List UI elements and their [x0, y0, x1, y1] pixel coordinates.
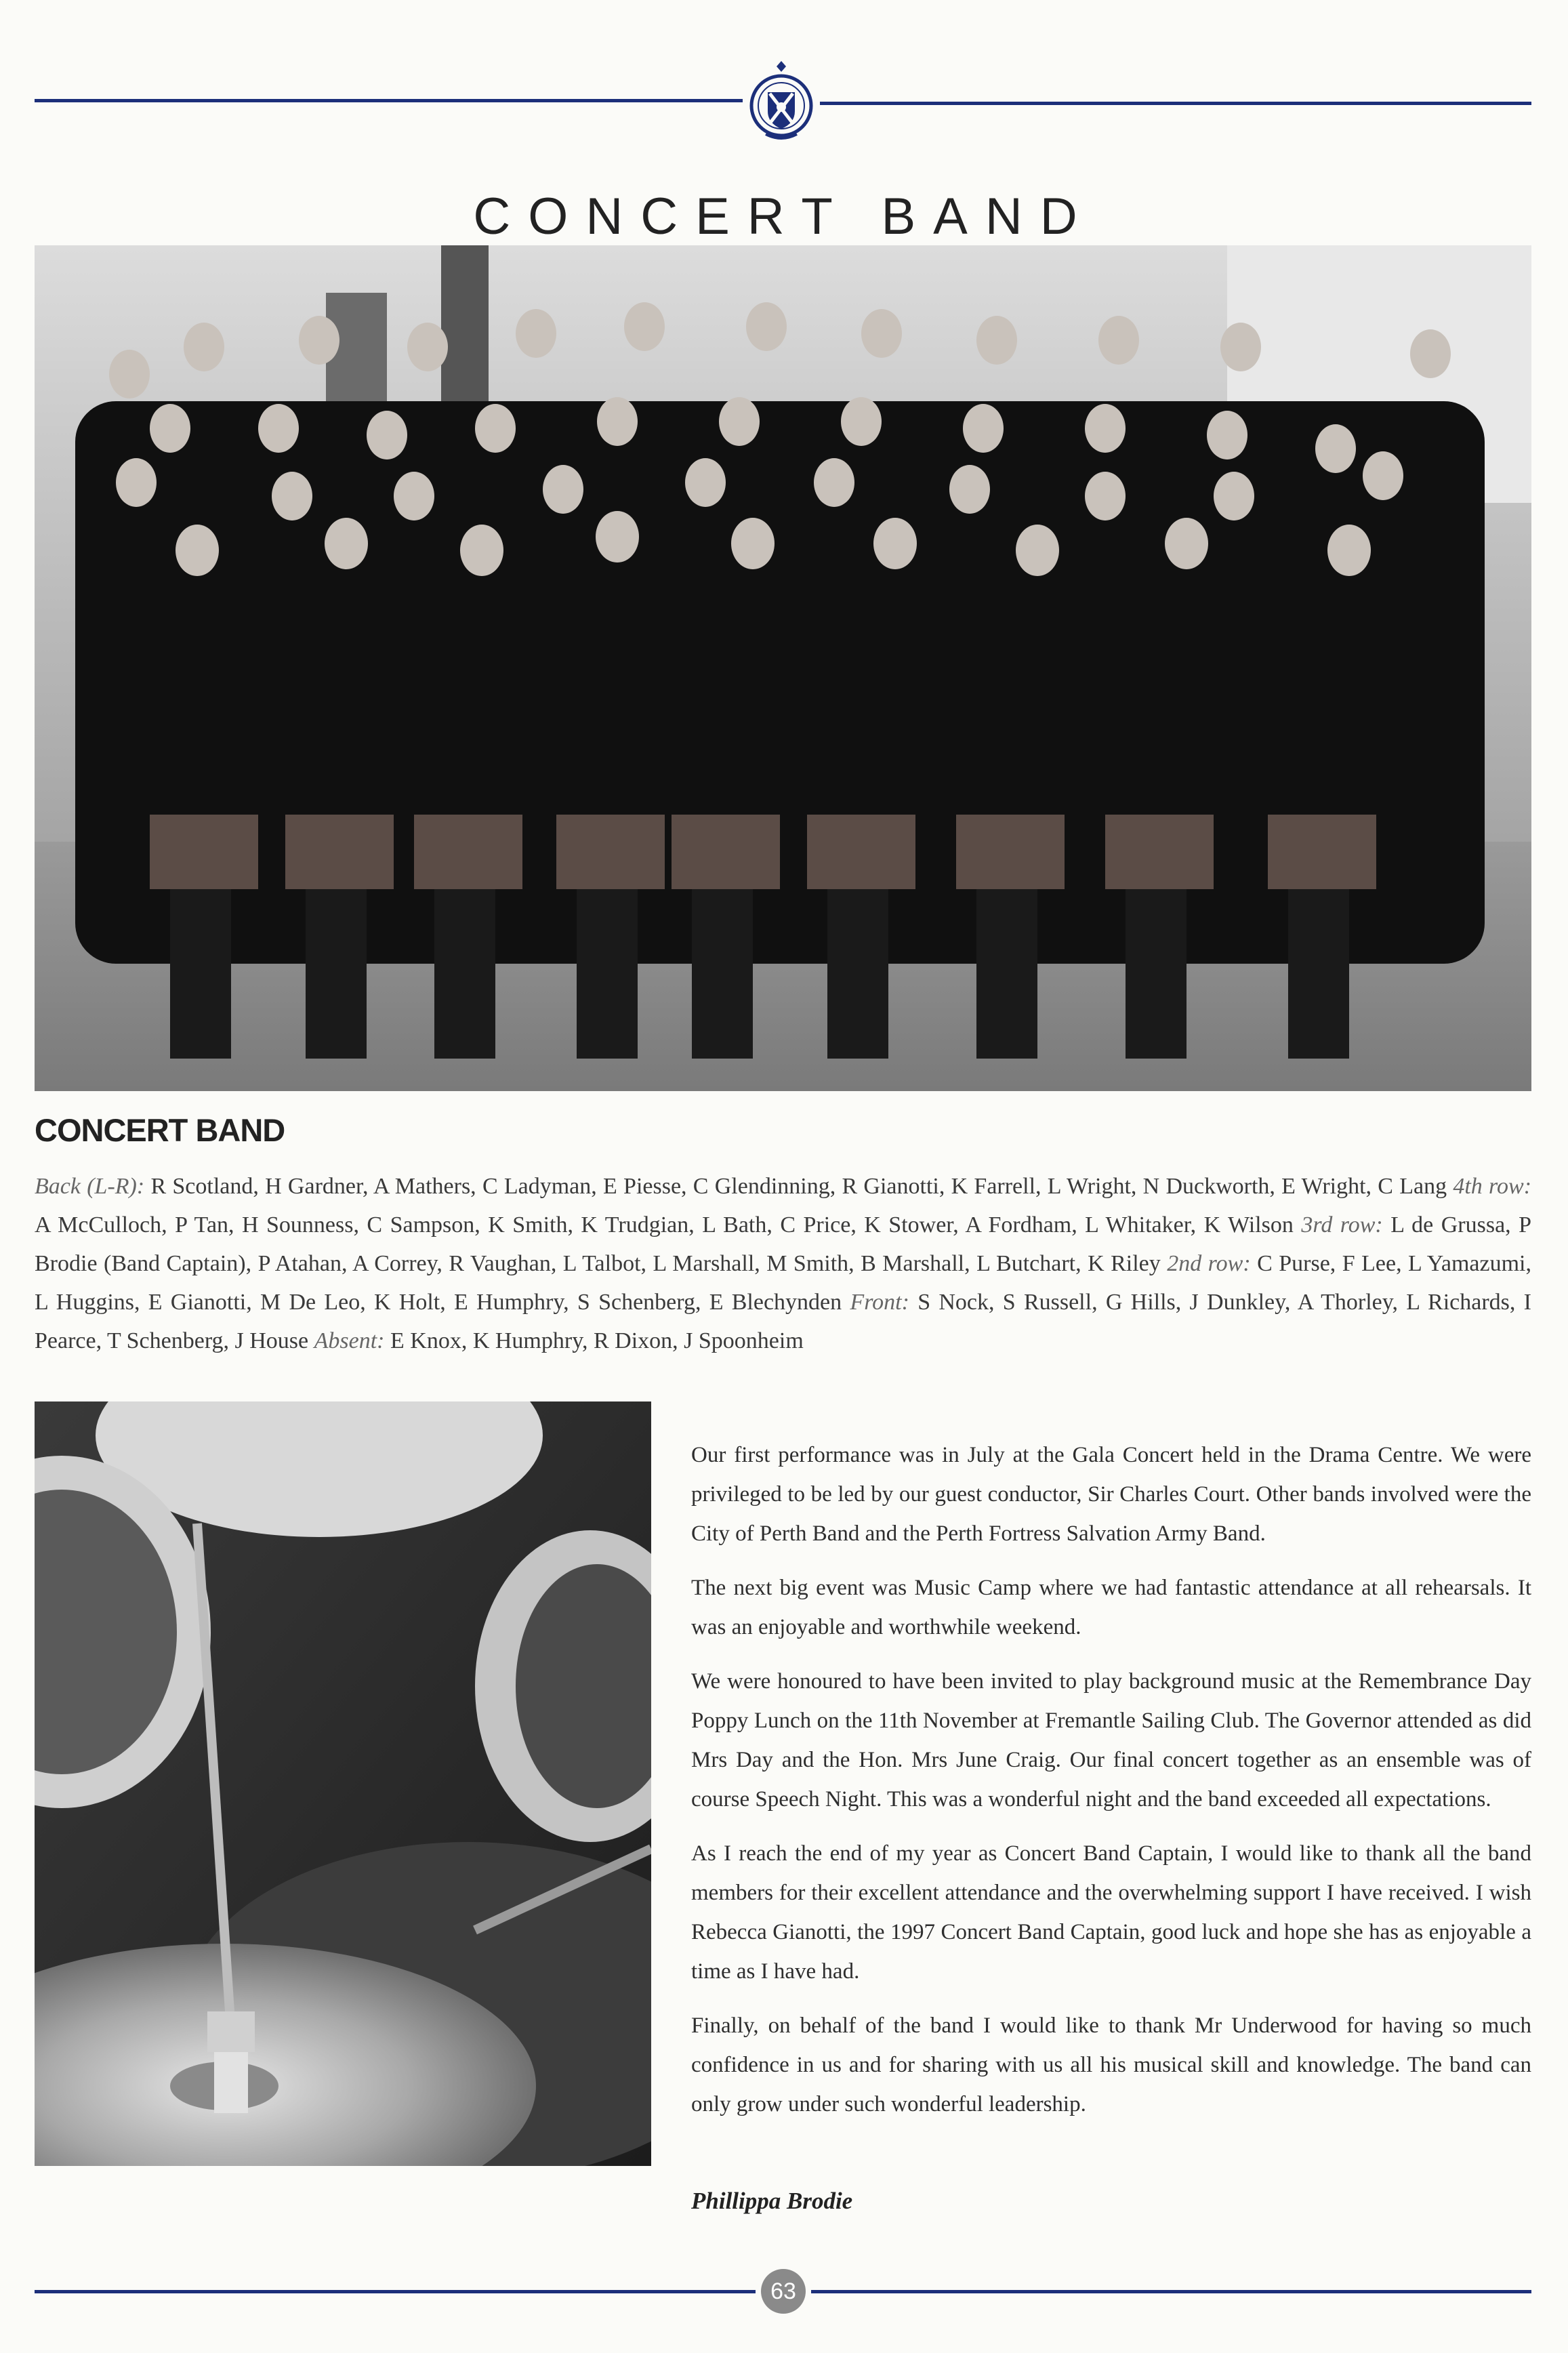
- footer-rule-left: [35, 2290, 756, 2293]
- row-names-absent: E Knox, K Humphry, R Dixon, J Spoonheim: [390, 1328, 804, 1353]
- drum-kit-photo: [35, 1401, 651, 2166]
- row-label-absent: Absent:: [314, 1328, 385, 1353]
- article-paragraph: Finally, on behalf of the band I would like to thank Mr Underwood for having so much confidence in us and for sharing with us all his musical skill and knowledge. The band can only grow under such wonderful leadership.: [691, 2013, 1531, 2116]
- section-heading: CONCERT BAND: [35, 1112, 285, 1148]
- article-paragraph: The next big event was Music Camp where we had fantastic attendance at all rehearsals. It was an enjoyable and worthwhile weekend.: [691, 1576, 1531, 1639]
- article-body: [691, 1435, 1531, 2139]
- school-crest-icon: [745, 58, 817, 146]
- row-label-2nd: 2nd row:: [1167, 1251, 1251, 1276]
- header-rule-left: [35, 99, 743, 102]
- row-names-3rd: L de Grussa, P Brodie (Band Captain), P Atahan, A Correy, R Vaughan, L Talbot, L Marshall, M Smith, B Marshall, L Butchart, K Riley: [35, 1212, 1532, 1276]
- member-names: [35, 1167, 1531, 1360]
- row-names-4th: A McCulloch, P Tan, H Sounness, C Sampson, K Smith, K Trudgian, L Bath, C Price, K Stower, A Fordham, L Whitaker, K Wilson: [35, 1212, 1294, 1237]
- article-paragraph: As I reach the end of my year as Concert Band Captain, I would like to thank all the band members for their excellent attendance and the overwhelming support I have received. I wish Rebecca Gianotti, the 1997 Concert Band Captain, good luck and hope she has as enjoyable a time as I have had.: [691, 1841, 1531, 1984]
- row-label-4th: 4th row:: [1453, 1174, 1532, 1199]
- band-group-photo: [35, 245, 1531, 1091]
- row-names-back: R Scotland, H Gardner, A Mathers, C Ladyman, E Piesse, C Glendinning, R Gianotti, K Farrell, L Wright, N Duckworth, E Wright, C Lang: [150, 1174, 1447, 1199]
- author-signature: Phillippa Brodie: [691, 2188, 853, 2214]
- row-label-front: Front:: [850, 1290, 909, 1315]
- page-title: CONCERT BAND: [473, 187, 1095, 245]
- article-paragraph: We were honoured to have been invited to play background music at the Remembrance Day Poppy Lunch on the 11th November at Fremantle Sailing Club. The Governor attended as did Mrs Day and the Hon. Mrs June Craig. Our final concert together as an ensemble was of course Speech Night. This was a wonderful night and the band exceeded all expectations.: [691, 1669, 1531, 1812]
- row-names-front: S Nock, S Russell, G Hills, J Dunkley, A Thorley, L Richards, I Pearce, T Schenberg, J House: [35, 1290, 1531, 1353]
- header-rule-right: [820, 102, 1531, 105]
- article-paragraph: Our first performance was in July at the Gala Concert held in the Drama Centre. We were privileged to be led by our guest conductor, Sir Charles Court. Other bands involved were the City of Perth Band and the Perth Fortress Salvation Army Band.: [691, 1443, 1531, 1546]
- footer-rule-right: [811, 2290, 1531, 2293]
- row-label-3rd: 3rd row:: [1301, 1212, 1383, 1237]
- page-number: 63: [761, 2269, 806, 2314]
- row-label-back: Back (L-R):: [35, 1174, 145, 1199]
- row-names-2nd: C Purse, F Lee, L Yamazumi, L Huggins, E Gianotti, M De Leo, K Holt, E Humphry, S Schenberg, E Blechynden: [35, 1251, 1531, 1315]
